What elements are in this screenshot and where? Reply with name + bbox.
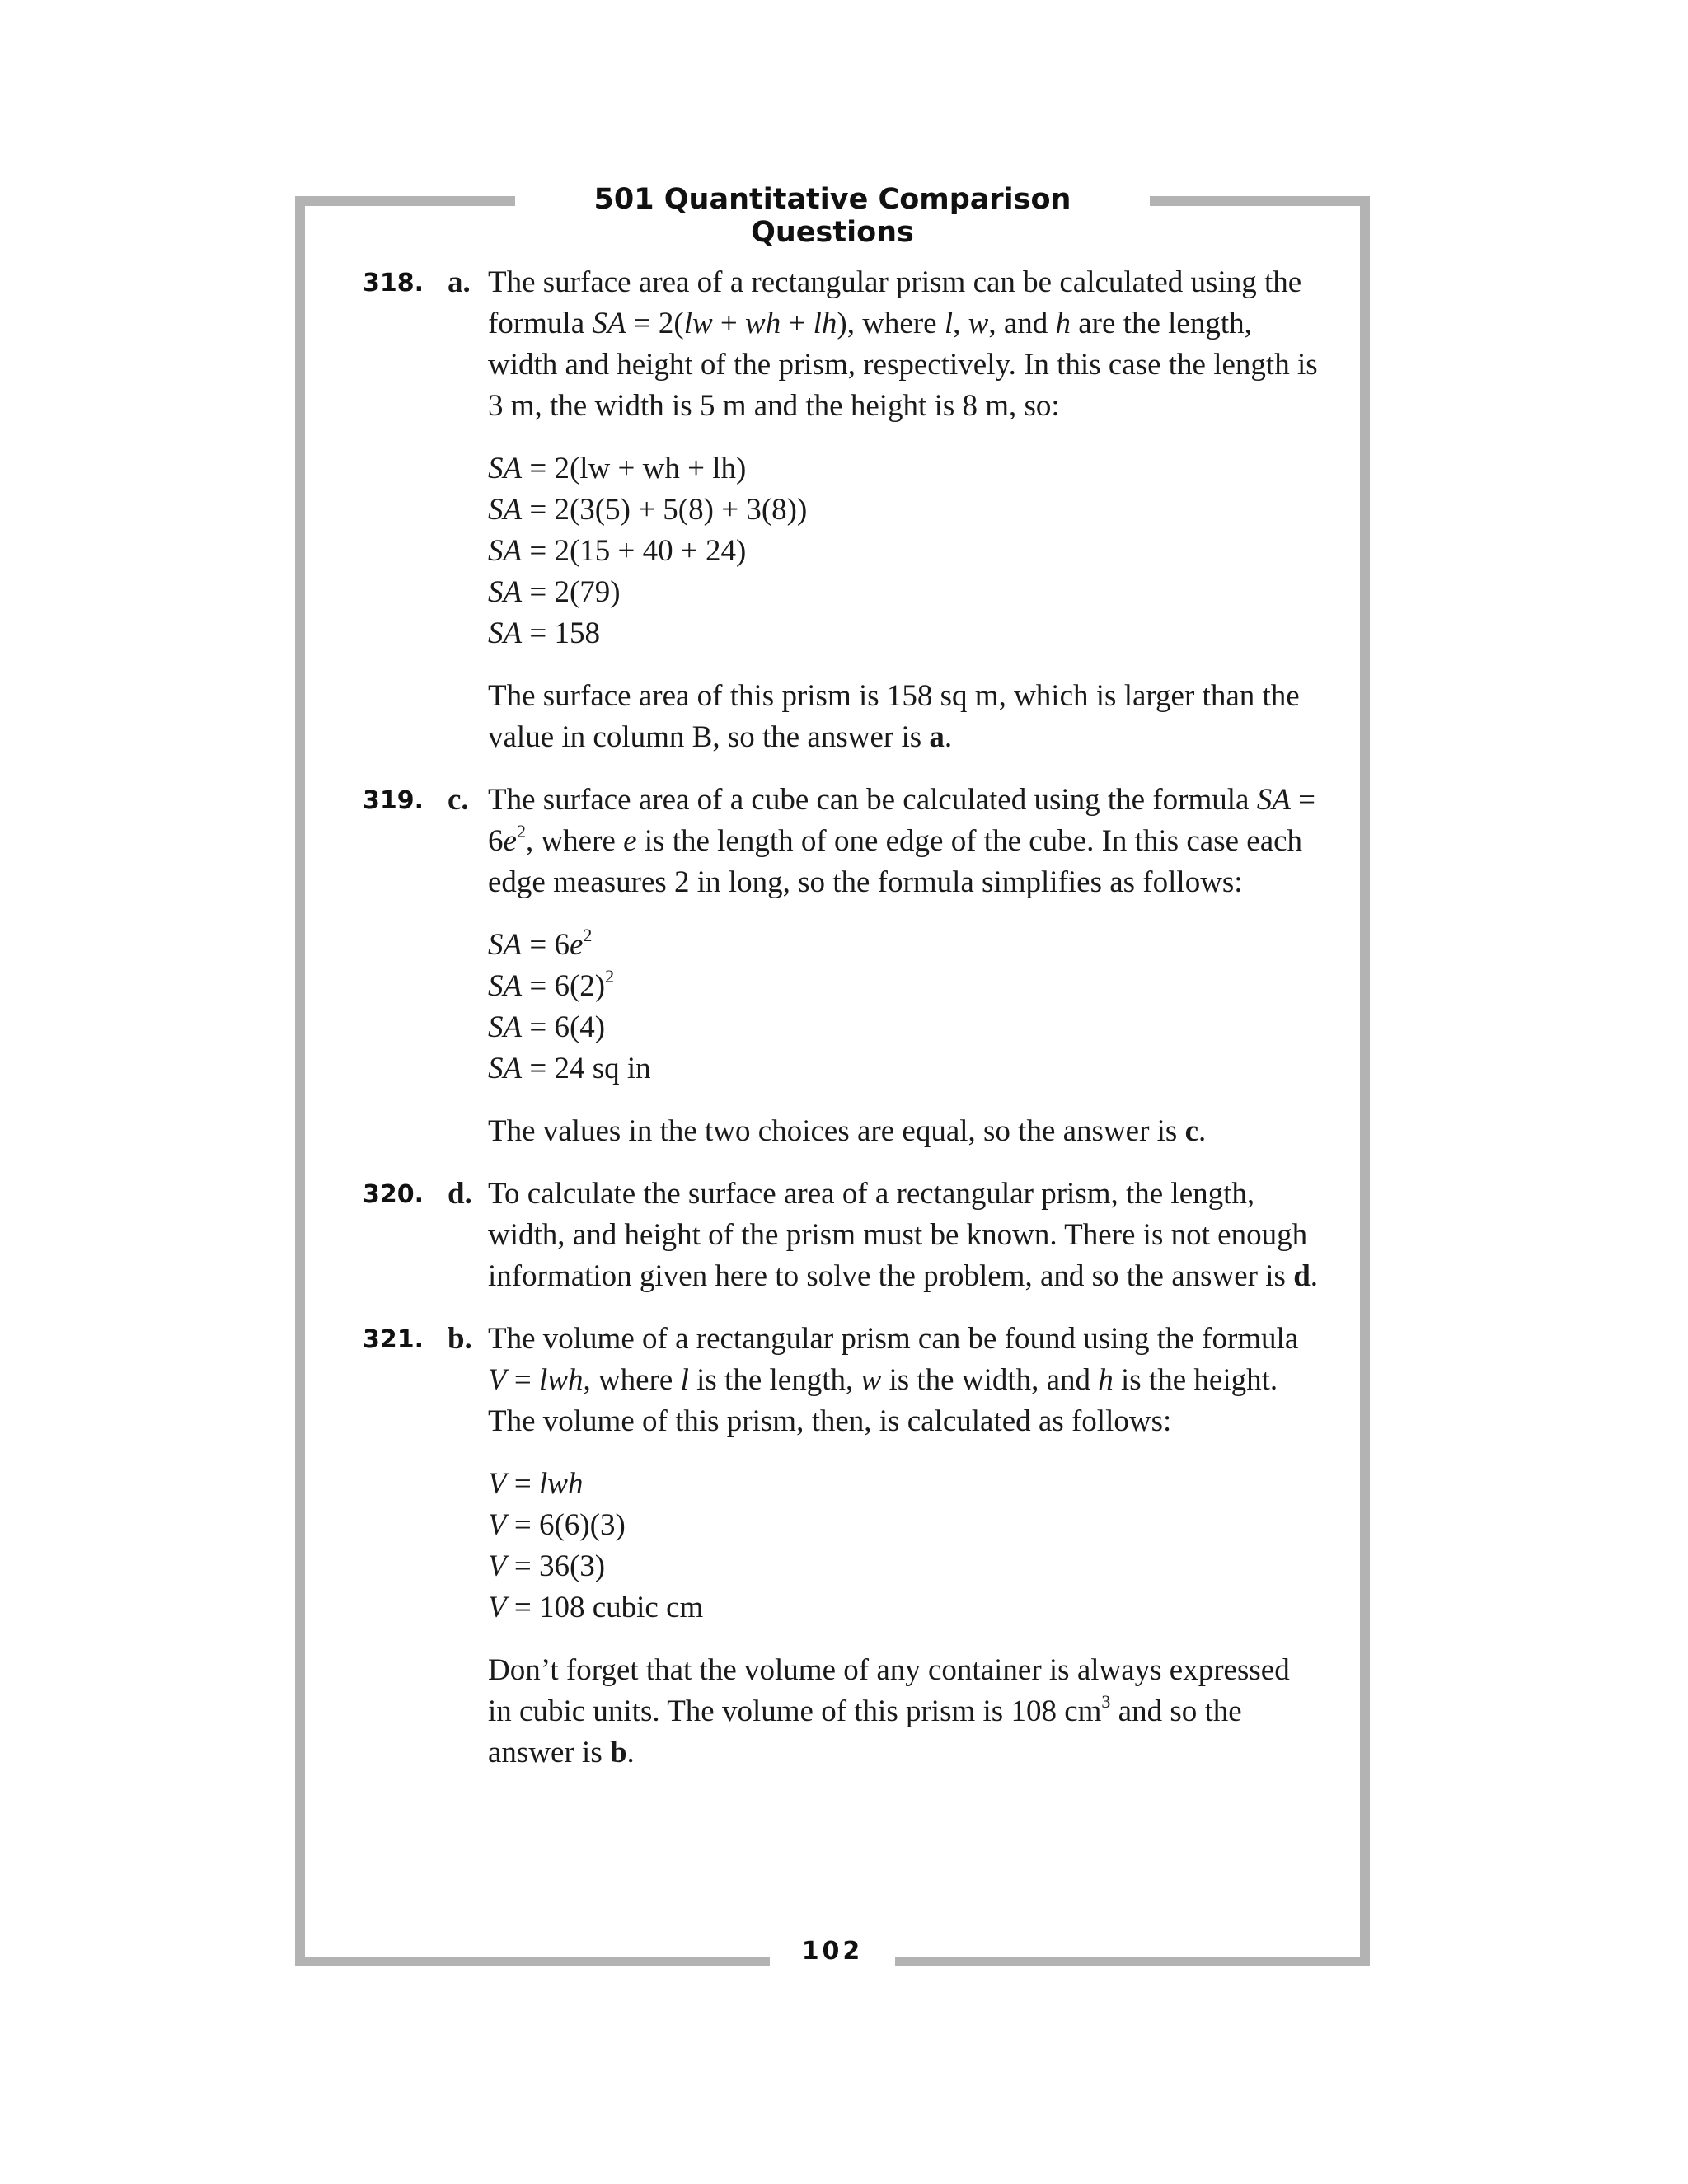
equation-block — [488, 448, 1319, 654]
conclusion-paragraph: Don’t forget that the volume of any container is always expressed in cubic units. The volume of this prism is 108 $cm^3$ and so the answer is b. — [488, 1653, 1290, 1769]
question-number: 319. — [363, 786, 424, 815]
question-number: 320. — [363, 1180, 424, 1209]
answer-letter: d. — [448, 1177, 472, 1211]
explanation-paragraph: To calculate the surface area of a rectangular prism, the length, width, and height of the prism must be known. There is not enough information given here to solve the problem, and so the answer is d. — [488, 1177, 1319, 1293]
explanation — [488, 780, 1319, 1152]
equation-block — [488, 1464, 1319, 1629]
equation-line: SA = 2(79) — [488, 575, 621, 609]
frame-bottom-border-right — [895, 1957, 1370, 1966]
answer-letter: a. — [448, 265, 471, 299]
equation-line: SA = 24 sq in — [488, 1052, 651, 1085]
frame-left-border — [295, 196, 305, 1966]
equation-line: V = 36(3) — [488, 1549, 606, 1583]
page-number: 102 — [801, 1937, 864, 1966]
equation-line: V = 108 cubic cm — [488, 1591, 704, 1624]
question-318 — [363, 262, 1319, 758]
equation-line: SA = 158 — [488, 616, 600, 650]
explanation-paragraph: The surface area of a cube can be calculated using the formula SA = $6e^2$, where e is the length of one edge of the cube. In this case each edge measures 2 in long, so the formula simplifies as follows: — [488, 783, 1315, 899]
equation-line: SA = $6e^2$ — [488, 925, 593, 962]
explanation — [488, 1319, 1319, 1774]
question-number: 321. — [363, 1325, 424, 1354]
equation-line: SA = $6(2)^2$ — [488, 966, 615, 1003]
explanation-paragraph: The surface area of a rectangular prism can be calculated using the formula SA = 2(lw + wh + lh), where l, w, and h are the length, width and height of the prism, respectively. In this case the length is 3 m, the width is 5 m and the height is 8 m, so: — [488, 265, 1318, 423]
explanation — [488, 262, 1319, 758]
equation-line: SA = 2(3(5) + 5(8) + 3(8)) — [488, 493, 808, 527]
frame-top-border-left — [295, 196, 515, 206]
equation-line: SA = 2(lw + wh + lh) — [488, 452, 747, 485]
answers-content — [363, 262, 1319, 1795]
explanation-paragraph: The volume of a rectangular prism can be found using the formula V = lwh, where l is the length, w is the width, and h is the height. The volume of this prism, then, is calculated as follows: — [488, 1322, 1299, 1438]
answer-letter: b. — [448, 1322, 472, 1356]
question-320 — [363, 1174, 1319, 1297]
equation-block — [488, 925, 1319, 1090]
question-number: 318. — [363, 269, 424, 298]
question-321 — [363, 1319, 1319, 1774]
explanation — [488, 1174, 1319, 1297]
question-319 — [363, 780, 1319, 1152]
equation-line: SA = 6(4) — [488, 1010, 606, 1044]
frame-right-border — [1360, 196, 1370, 1966]
equation-line: V = lwh — [488, 1467, 584, 1501]
conclusion-paragraph: The surface area of this prism is 158 sq m, which is larger than the value in column B, so the answer is a. — [488, 679, 1300, 754]
frame-top-border-right — [1150, 196, 1370, 206]
equation-line: SA = 2(15 + 40 + 24) — [488, 534, 747, 568]
frame-bottom-border-left — [295, 1957, 770, 1966]
answer-letter: c. — [448, 783, 469, 817]
equation-line: V = 6(6)(3) — [488, 1508, 626, 1542]
running-header-title: 501 Quantitative Comparison Questions — [593, 183, 1071, 249]
conclusion-paragraph: The values in the two choices are equal, so the answer is c. — [488, 1114, 1207, 1148]
